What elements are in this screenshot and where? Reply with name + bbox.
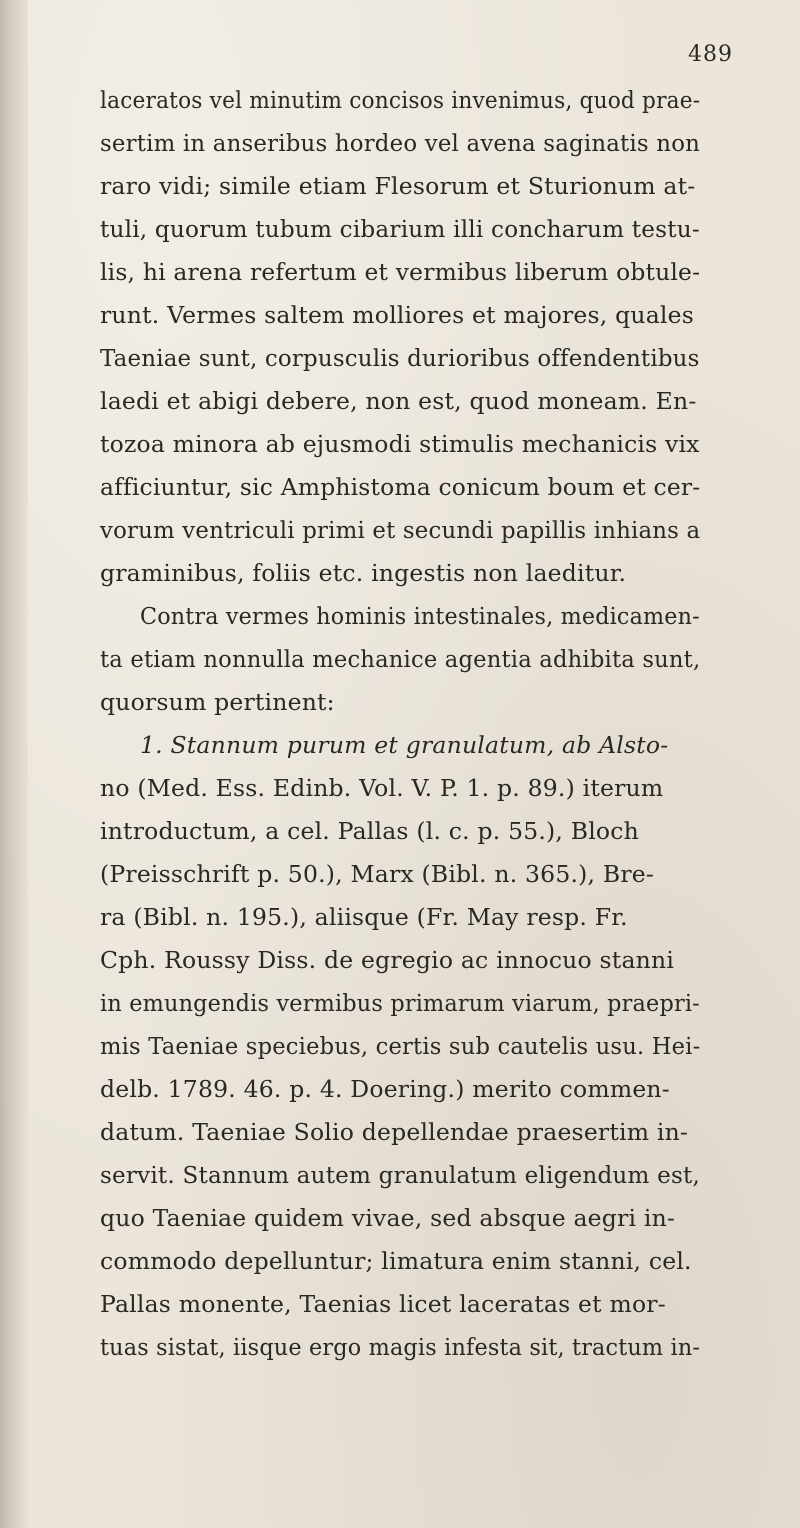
- text-line: tuli, quorum tubum cibarium illi concharum testu-: [100, 215, 700, 243]
- text-line: Cph. Roussy Diss. de egregio ac innocuo stanni: [100, 946, 675, 974]
- text-line: sertim in anseribus hordeo vel avena saginatis non: [100, 129, 701, 157]
- text-line: 1. Stannum purum et granulatum, ab Alsto-: [140, 731, 669, 759]
- text-line: quo Taeniae quidem vivae, sed absque aegri in-: [100, 1204, 676, 1232]
- text-line: laceratos vel minutim concisos invenimus, quod prae-: [100, 86, 701, 114]
- text-line: datum. Taeniae Solio depellendae praesertim in-: [100, 1118, 689, 1146]
- text-line: servit. Stannum autem granulatum eligendum est,: [100, 1161, 701, 1189]
- text-line: commodo depelluntur; limatura enim stanni, cel.: [100, 1247, 692, 1275]
- text-line: ta etiam nonnulla mechanice agentia adhibita sunt,: [100, 645, 701, 673]
- text-line: in emungendis vermibus primarum viarum, praepri-: [100, 989, 700, 1017]
- text-line: lis, hi arena refertum et vermibus liberum obtule-: [100, 258, 701, 286]
- text-line: mis Taeniae speciebus, certis sub cautelis usu. Hei-: [100, 1032, 701, 1060]
- text-line: tozoa minora ab ejusmodi stimulis mechanicis vix: [100, 430, 700, 458]
- page-number: 489: [688, 42, 733, 67]
- text-line: Contra vermes hominis intestinales, medicamen-: [140, 602, 700, 630]
- text-line: (Preisschrift p. 50.), Marx (Bibl. n. 365.), Bre-: [100, 860, 655, 888]
- text-line: vorum ventriculi primi et secundi papillis inhians a: [100, 516, 701, 544]
- text-line: runt. Vermes saltem molliores et majores, quales: [100, 301, 695, 329]
- text-line: delb. 1789. 46. p. 4. Doering.) merito commen-: [100, 1075, 670, 1103]
- text-line: ra (Bibl. n. 195.), aliisque (Fr. May resp. Fr.: [100, 903, 628, 931]
- text-line: Taeniae sunt, corpusculis durioribus offendentibus: [100, 344, 700, 372]
- text-line: laedi et abigi debere, non est, quod moneam. En-: [100, 387, 697, 415]
- text-line: no (Med. Ess. Edinb. Vol. V. P. 1. p. 89.) iterum: [100, 774, 664, 802]
- text-line: Pallas monente, Taenias licet laceratas et mor-: [100, 1290, 666, 1318]
- text-line: quorsum pertinent:: [100, 688, 335, 716]
- text-line: raro vidi; simile etiam Flesorum et Sturionum at-: [100, 172, 696, 200]
- text-line: tuas sistat, iisque ergo magis infesta sit, tractum in-: [100, 1333, 701, 1361]
- text-line: graminibus, foliis etc. ingestis non laeditur.: [100, 559, 627, 587]
- text-line: afficiuntur, sic Amphistoma conicum boum et cer-: [100, 473, 701, 501]
- text-line: introductum, a cel. Pallas (l. c. p. 55.), Bloch: [100, 817, 639, 845]
